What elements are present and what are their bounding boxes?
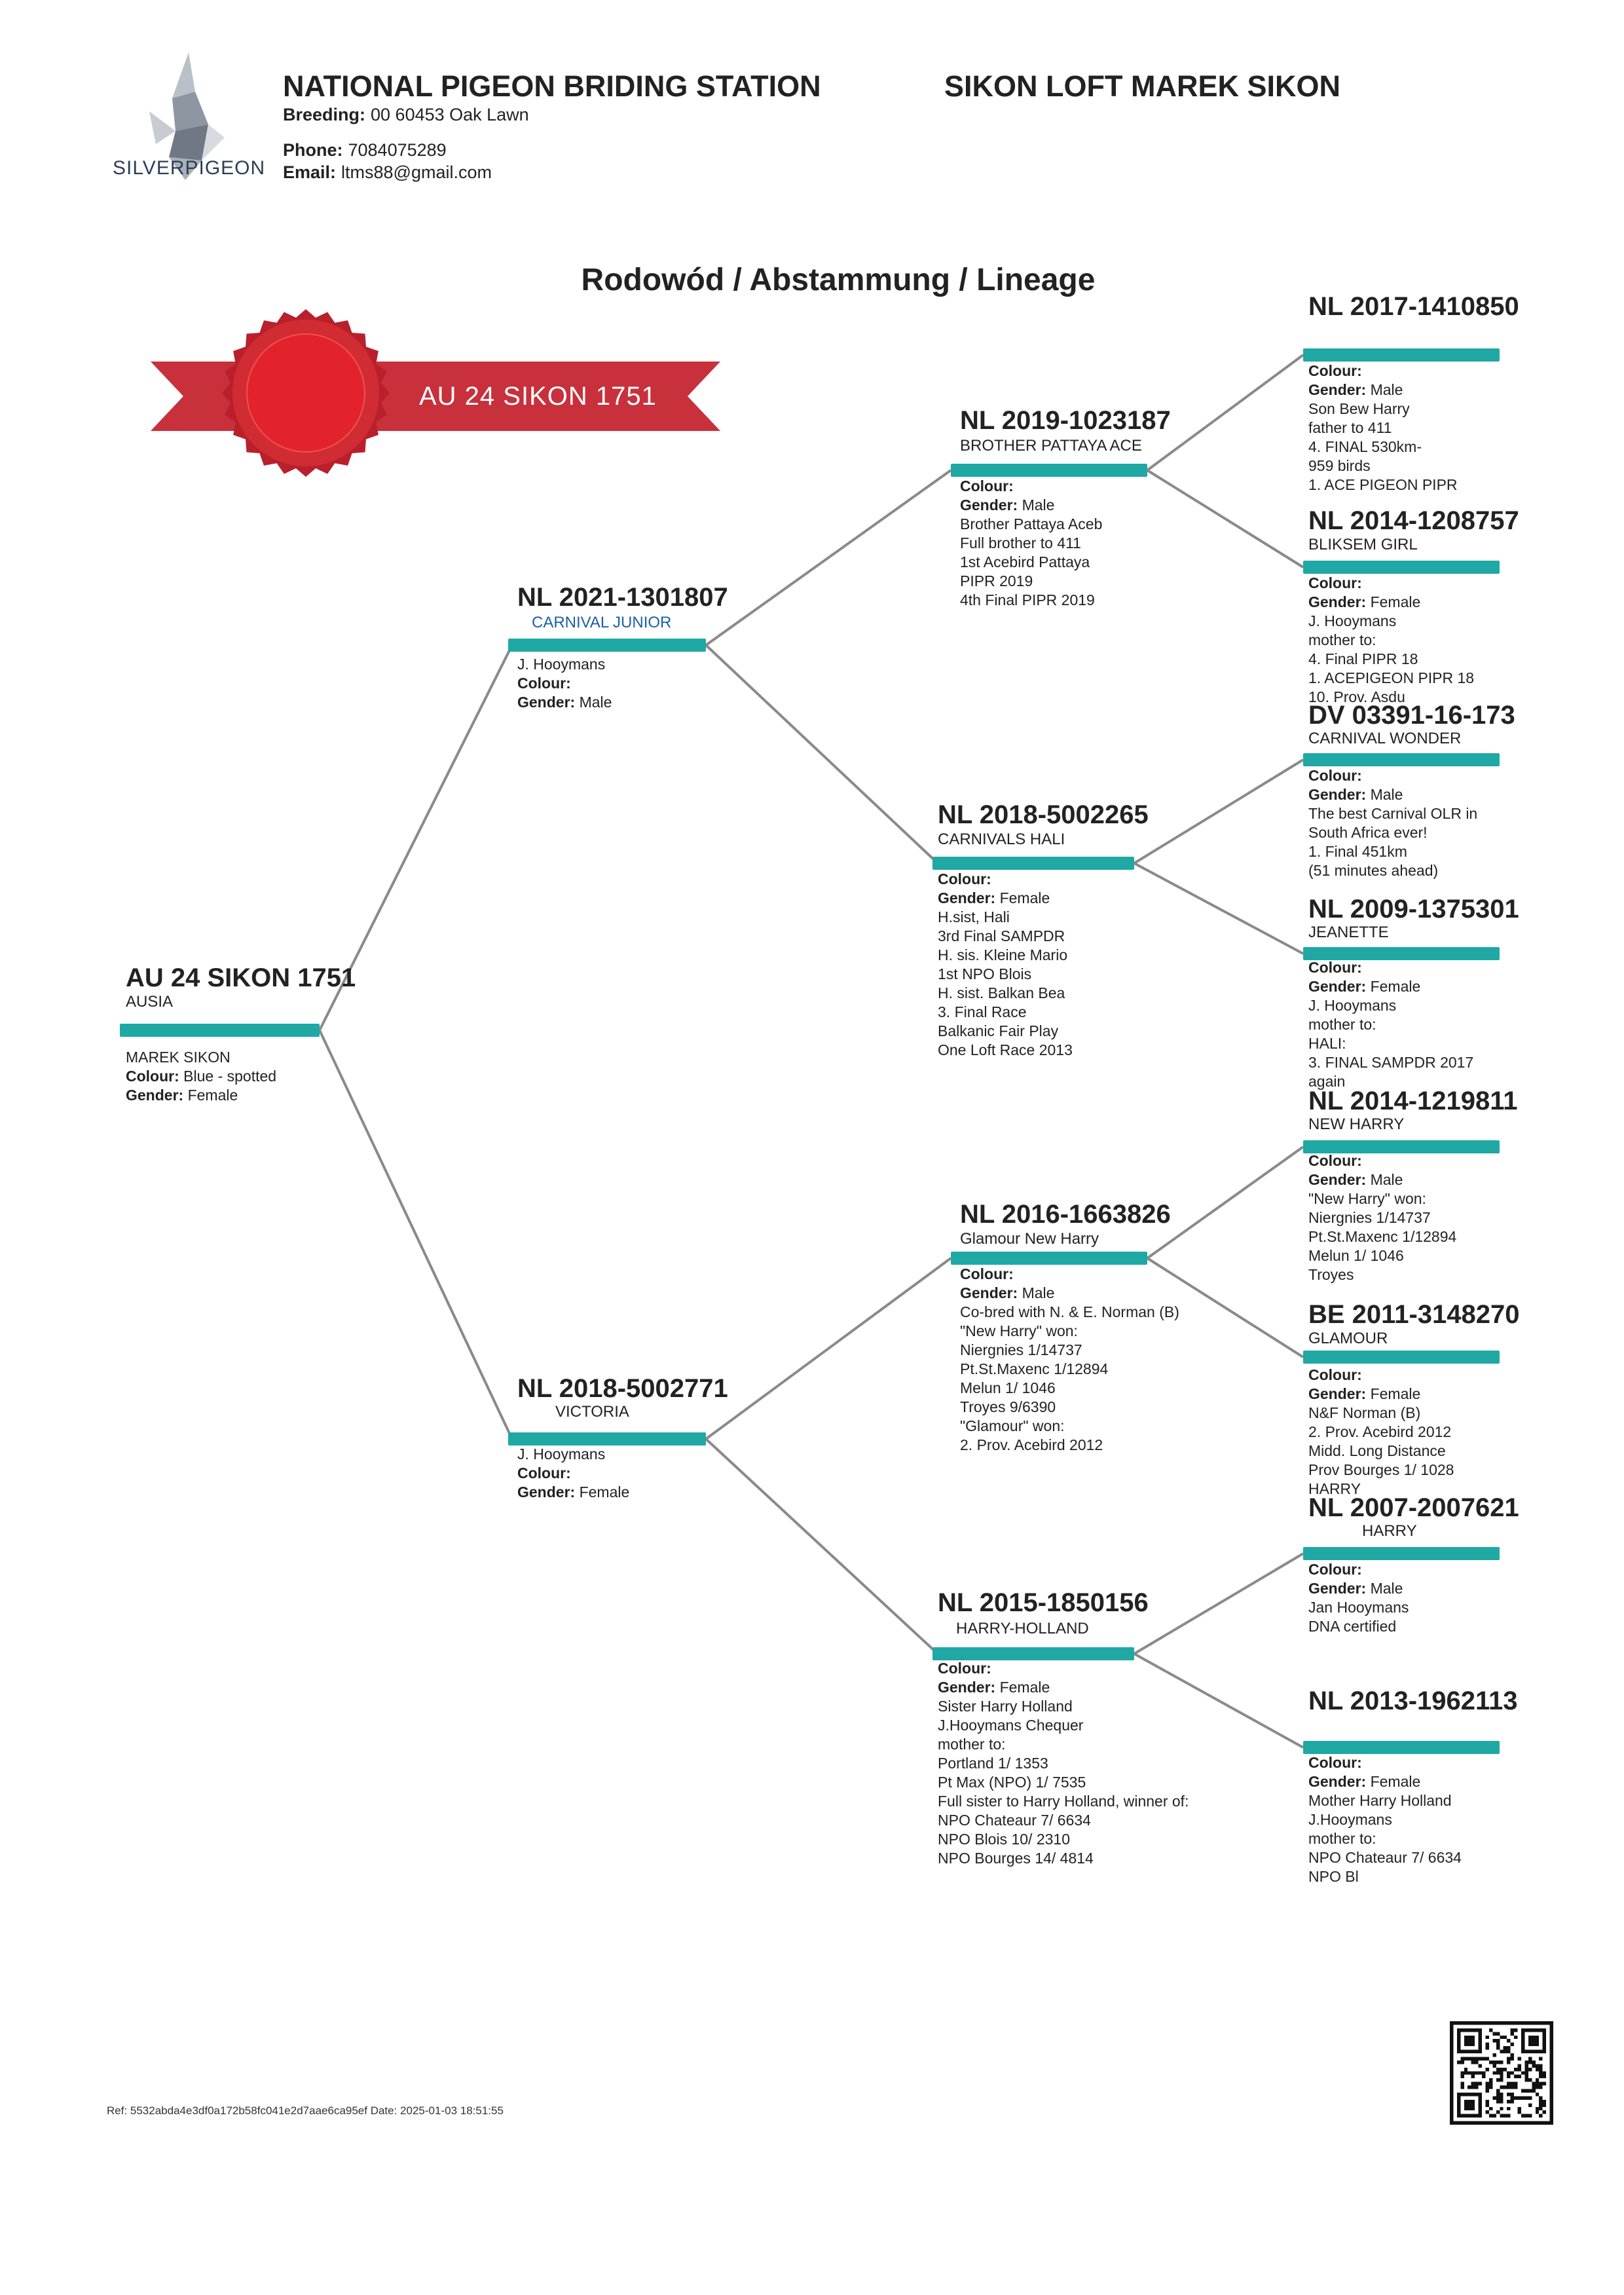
detail-value: Female bbox=[1370, 978, 1421, 995]
detail-key: Gender: bbox=[960, 1284, 1018, 1301]
detail-value: 1. ACEPIGEON PIPR 18 bbox=[1308, 669, 1475, 686]
pigeon-bar bbox=[1303, 348, 1500, 362]
pigeon-bar bbox=[932, 857, 1134, 870]
pigeon-ring-number: NL 2018-5002265 bbox=[938, 800, 1149, 829]
detail-key: Colour: bbox=[1308, 959, 1362, 976]
detail-value: Female bbox=[1370, 1385, 1421, 1402]
detail-value: Son Bew Harry bbox=[1308, 400, 1410, 417]
detail-value: Co-bred with N. & E. Norman (B) bbox=[960, 1303, 1179, 1320]
pigeon-name: BROTHER PATTAYA ACE bbox=[960, 437, 1142, 455]
pigeon-details bbox=[960, 477, 1102, 610]
pigeon-detail-line bbox=[938, 870, 1073, 889]
breeding-label: Breeding: bbox=[283, 105, 366, 124]
pigeon-detail-line bbox=[1308, 1404, 1454, 1423]
detail-value: Male bbox=[579, 694, 612, 711]
pigeon-detail-line bbox=[126, 1067, 276, 1086]
pigeon-detail-line bbox=[960, 1341, 1179, 1360]
pigeon-ring-number: NL 2009-1375301 bbox=[1308, 895, 1519, 924]
detail-value: HALI: bbox=[1308, 1035, 1346, 1052]
detail-value: 1. ACE PIGEON PIPR bbox=[1308, 476, 1458, 493]
detail-key: Gender: bbox=[960, 496, 1018, 513]
qr-code-icon bbox=[1450, 2021, 1553, 2125]
pigeon-bar bbox=[508, 639, 706, 652]
pigeon-name: AUSIA bbox=[126, 993, 174, 1011]
detail-value: J. Hooymans bbox=[1308, 997, 1397, 1014]
detail-value: NPO Bourges 14/ 4814 bbox=[938, 1850, 1094, 1867]
pigeon-detail-line bbox=[960, 1360, 1179, 1379]
detail-key: Gender: bbox=[1308, 1171, 1367, 1188]
detail-value: 2. Prov. Acebird 2012 bbox=[960, 1436, 1103, 1453]
detail-key: Gender: bbox=[1308, 1773, 1367, 1790]
detail-value: DNA certified bbox=[1308, 1618, 1397, 1635]
pigeon-details bbox=[960, 1265, 1179, 1455]
detail-value: Jan Hooymans bbox=[1308, 1599, 1409, 1616]
detail-value: mother to: bbox=[1308, 631, 1376, 648]
detail-key: Colour: bbox=[960, 477, 1014, 494]
ribbon-label: AU 24 SIKON 1751 bbox=[419, 382, 657, 411]
pigeon-details bbox=[126, 1048, 276, 1105]
detail-value: Male bbox=[1022, 1284, 1055, 1301]
pigeon-detail-line bbox=[938, 1792, 1189, 1811]
pigeon-details bbox=[938, 1659, 1189, 1868]
pigeon-detail-line bbox=[517, 1445, 629, 1464]
detail-key: Gender: bbox=[1308, 1385, 1367, 1402]
detail-key: Colour: bbox=[1308, 362, 1362, 379]
pigeon-detail-line bbox=[938, 965, 1073, 984]
pigeon-detail-line bbox=[1308, 1617, 1409, 1636]
detail-value: Portland 1/ 1353 bbox=[938, 1755, 1048, 1772]
pigeon-details bbox=[1308, 574, 1474, 707]
pigeon-ring-number: NL 2018-5002771 bbox=[517, 1374, 728, 1403]
pigeon-details bbox=[1308, 1366, 1454, 1499]
pigeon-name: VICTORIA bbox=[555, 1403, 629, 1421]
detail-value: mother to: bbox=[938, 1736, 1006, 1753]
detail-value: Male bbox=[1370, 786, 1403, 803]
detail-key: Gender: bbox=[1308, 381, 1367, 398]
pigeon-bar bbox=[1303, 753, 1500, 766]
pigeon-detail-line bbox=[1308, 996, 1473, 1015]
pigeon-bar bbox=[932, 1647, 1134, 1660]
detail-value: Melun 1/ 1046 bbox=[1308, 1247, 1404, 1264]
pigeon-name: CARNIVALS HALI bbox=[938, 830, 1065, 848]
detail-value: H.sist, Hali bbox=[938, 908, 1010, 925]
detail-value: 10. Prov. Asdu bbox=[1308, 688, 1405, 705]
detail-value: 3. FINAL SAMPDR 2017 bbox=[1308, 1054, 1474, 1071]
pigeon-detail-line bbox=[938, 927, 1073, 946]
detail-value: Sister Harry Holland bbox=[938, 1698, 1073, 1715]
detail-value: Midd. Long Distance bbox=[1308, 1442, 1446, 1459]
pigeon-ring-number: NL 2021-1301807 bbox=[517, 583, 728, 612]
pigeon-detail-line bbox=[960, 572, 1102, 591]
pigeon-detail-line bbox=[1308, 1151, 1456, 1170]
pigeon-detail-line bbox=[938, 1811, 1189, 1830]
pigeon-detail-line bbox=[1308, 1227, 1456, 1246]
pigeon-detail-line bbox=[938, 1041, 1073, 1060]
detail-value: (51 minutes ahead) bbox=[1308, 862, 1439, 879]
detail-value: J. Hooymans bbox=[517, 1446, 606, 1463]
pigeon-detail-line bbox=[1308, 766, 1477, 785]
pigeon-detail-line bbox=[960, 515, 1102, 534]
pigeon-detail-line bbox=[1308, 1791, 1462, 1810]
pigeon-bar bbox=[120, 1024, 320, 1037]
detail-value: Mother Harry Holland bbox=[1308, 1792, 1452, 1809]
detail-value: H. sist. Balkan Bea bbox=[938, 984, 1065, 1001]
pigeon-detail-line bbox=[1308, 574, 1474, 593]
pigeon-detail-line bbox=[1308, 1246, 1456, 1265]
pigeon-detail-line bbox=[1308, 1208, 1456, 1227]
pigeon-detail-line bbox=[960, 477, 1102, 496]
pigeon-ring-number: NL 2017-1410850 bbox=[1308, 292, 1519, 321]
email-line bbox=[283, 162, 492, 183]
pigeon-detail-line bbox=[1308, 650, 1474, 669]
pigeon-detail-line bbox=[938, 889, 1073, 908]
pigeon-ring-number: DV 03391-16-173 bbox=[1308, 701, 1515, 730]
pigeon-detail-line bbox=[1308, 1442, 1454, 1461]
pigeon-detail-line bbox=[960, 1322, 1179, 1341]
pigeon-details bbox=[1308, 1560, 1409, 1636]
pigeon-detail-line bbox=[960, 534, 1102, 553]
pigeon-detail-line bbox=[1308, 1579, 1409, 1598]
detail-value: Female bbox=[999, 889, 1050, 906]
pigeon-name: CARNIVAL JUNIOR bbox=[532, 614, 672, 631]
detail-value: Pt.St.Maxenc 1/12894 bbox=[960, 1360, 1109, 1377]
detail-key: Gender: bbox=[517, 1483, 576, 1501]
pigeon-detail-line bbox=[938, 1754, 1189, 1773]
pigeon-detail-line bbox=[938, 1716, 1189, 1735]
pigeon-detail-line bbox=[938, 1830, 1189, 1849]
pigeon-bar bbox=[508, 1432, 706, 1446]
detail-key: Gender: bbox=[126, 1087, 184, 1104]
pigeon-details bbox=[938, 870, 1073, 1060]
detail-key: Gender: bbox=[1308, 593, 1367, 610]
pigeon-detail-line bbox=[1308, 419, 1458, 438]
pigeon-ring-number: NL 2007-2007621 bbox=[1308, 1493, 1519, 1522]
detail-value: South Africa ever! bbox=[1308, 824, 1428, 841]
logo-text: SILVERPIGEON bbox=[113, 157, 266, 179]
detail-value: Troyes bbox=[1308, 1266, 1354, 1283]
pigeon-detail-line bbox=[960, 496, 1102, 515]
pigeon-bar bbox=[1303, 1547, 1500, 1560]
detail-value: J. Hooymans bbox=[1308, 612, 1397, 629]
pigeon-detail-line bbox=[1308, 785, 1477, 804]
station-title: NATIONAL PIGEON BRIDING STATION bbox=[283, 69, 821, 103]
email-label: Email: bbox=[283, 162, 337, 182]
pigeon-ring-number: BE 2011-3148270 bbox=[1308, 1300, 1520, 1329]
pigeon-name: BLIKSEM GIRL bbox=[1308, 536, 1418, 553]
detail-value: 1st Acebird Pattaya bbox=[960, 553, 1090, 570]
pigeon-detail-line bbox=[1308, 631, 1474, 650]
pigeon-detail-line bbox=[1308, 842, 1477, 861]
detail-value: mother to: bbox=[1308, 1016, 1376, 1033]
detail-value: mother to: bbox=[1308, 1830, 1376, 1847]
phone-label: Phone: bbox=[283, 140, 343, 160]
detail-key: Colour: bbox=[1308, 767, 1362, 784]
pigeon-detail-line bbox=[1308, 1170, 1456, 1189]
pigeon-details bbox=[1308, 362, 1458, 494]
detail-key: Colour: bbox=[1308, 574, 1362, 591]
pigeon-detail-line bbox=[1308, 1598, 1409, 1617]
detail-value: Full sister to Harry Holland, winner of: bbox=[938, 1793, 1189, 1810]
detail-value: "New Harry" won: bbox=[960, 1322, 1078, 1339]
detail-value: NPO Chateaur 7/ 6634 bbox=[1308, 1849, 1462, 1866]
detail-value: Balkanic Fair Play bbox=[938, 1022, 1059, 1039]
detail-value: 1st NPO Blois bbox=[938, 965, 1032, 982]
pigeon-detail-line bbox=[938, 908, 1073, 927]
reference-line: Ref: 5532abda4e3df0a172b58fc041e2d7aae6ca95ef Date: 2025-01-03 18:51:55 bbox=[107, 2104, 504, 2117]
pigeon-bar bbox=[1303, 1741, 1500, 1754]
detail-value: J. Hooymans bbox=[517, 656, 606, 673]
pigeon-detail-line bbox=[517, 655, 612, 674]
detail-key: Colour: bbox=[1308, 1561, 1362, 1578]
pigeon-detail-line bbox=[1308, 438, 1458, 457]
pigeon-detail-line bbox=[938, 1773, 1189, 1792]
detail-value: N&F Norman (B) bbox=[1308, 1404, 1421, 1421]
pigeon-detail-line bbox=[1308, 593, 1474, 612]
detail-value: 3. Final Race bbox=[938, 1003, 1027, 1020]
pigeon-bar bbox=[1303, 561, 1500, 574]
pigeon-detail-line bbox=[1308, 1265, 1456, 1284]
detail-value: "Glamour" won: bbox=[960, 1417, 1065, 1434]
pigeon-detail-line bbox=[960, 1303, 1179, 1322]
detail-value: 959 birds bbox=[1308, 457, 1371, 474]
pigeon-detail-line bbox=[1308, 400, 1458, 419]
pigeon-detail-line bbox=[1308, 381, 1458, 400]
pigeon-detail-line bbox=[960, 1417, 1179, 1436]
detail-value: 4. FINAL 530km- bbox=[1308, 438, 1422, 455]
pigeon-detail-line bbox=[1308, 1053, 1473, 1072]
detail-value: The best Carnival OLR in bbox=[1308, 805, 1478, 822]
pigeon-detail-line bbox=[1308, 1810, 1462, 1829]
pigeon-detail-line bbox=[938, 1659, 1189, 1678]
detail-key: Gender: bbox=[938, 889, 996, 906]
pigeon-detail-line bbox=[960, 553, 1102, 572]
detail-value: J.Hooymans Chequer bbox=[938, 1717, 1084, 1734]
detail-value: Male bbox=[1370, 1171, 1403, 1188]
detail-key: Gender: bbox=[938, 1679, 996, 1696]
pigeon-detail-line bbox=[517, 1464, 629, 1483]
pigeon-details bbox=[517, 655, 612, 712]
detail-value: again bbox=[1308, 1073, 1346, 1090]
pigeon-detail-line bbox=[1308, 861, 1477, 880]
pigeon-detail-line bbox=[1308, 1385, 1454, 1404]
pigeon-detail-line bbox=[1308, 1015, 1473, 1034]
detail-value: Niergnies 1/14737 bbox=[960, 1341, 1082, 1358]
pigeon-detail-line bbox=[1308, 457, 1458, 476]
pigeon-detail-line bbox=[938, 946, 1073, 965]
pigeon-name: HARRY bbox=[1362, 1522, 1417, 1540]
detail-key: Colour: bbox=[517, 675, 571, 692]
detail-value: PIPR 2019 bbox=[960, 572, 1033, 589]
detail-key: Colour: bbox=[126, 1068, 179, 1085]
detail-value: Female bbox=[1370, 1773, 1421, 1790]
pigeon-detail-line bbox=[1308, 362, 1458, 381]
detail-value: Female bbox=[579, 1483, 630, 1501]
breeding-value: 00 60453 Oak Lawn bbox=[371, 105, 529, 124]
detail-key: Colour: bbox=[517, 1465, 571, 1482]
detail-key: Gender: bbox=[1308, 786, 1367, 803]
detail-value: One Loft Race 2013 bbox=[938, 1041, 1073, 1058]
pigeon-detail-line bbox=[960, 1398, 1179, 1417]
pigeon-detail-line bbox=[938, 1022, 1073, 1041]
pigeon-detail-line bbox=[517, 1483, 629, 1502]
pigeon-ring-number: NL 2016-1663826 bbox=[960, 1200, 1171, 1229]
phone-line bbox=[283, 140, 447, 160]
pigeon-details bbox=[1308, 1151, 1456, 1284]
pigeon-detail-line bbox=[960, 1265, 1179, 1284]
pigeon-detail-line bbox=[938, 1697, 1189, 1716]
pigeon-ring-number: NL 2013-1962113 bbox=[1308, 1687, 1518, 1715]
detail-key: Colour: bbox=[960, 1265, 1014, 1282]
pigeon-detail-line bbox=[938, 1735, 1189, 1754]
detail-value: Blue - spotted bbox=[183, 1068, 277, 1085]
pigeon-detail-line bbox=[1308, 476, 1458, 494]
detail-value: Melun 1/ 1046 bbox=[960, 1379, 1056, 1396]
pigeon-ring-number: NL 2014-1219811 bbox=[1308, 1087, 1518, 1115]
detail-value: HARRY bbox=[1308, 1480, 1361, 1497]
pigeon-detail-line bbox=[1308, 1461, 1454, 1480]
pigeon-name: JEANETTE bbox=[1308, 924, 1389, 941]
detail-value: Niergnies 1/14737 bbox=[1308, 1209, 1431, 1226]
pigeon-name: GLAMOUR bbox=[1308, 1330, 1388, 1347]
phone-value: 7084075289 bbox=[348, 140, 447, 160]
detail-key: Colour: bbox=[938, 870, 991, 887]
document-title: Rodowód / Abstammung / Lineage bbox=[581, 263, 1096, 297]
detail-value: MAREK SIKON bbox=[126, 1049, 231, 1066]
detail-key: Gender: bbox=[1308, 978, 1367, 995]
pigeon-details bbox=[517, 1445, 629, 1502]
email-value: ltms88@gmail.com bbox=[341, 162, 492, 182]
pigeon-ring-number: NL 2015-1850156 bbox=[938, 1588, 1149, 1617]
pigeon-details bbox=[1308, 1753, 1462, 1886]
detail-key: Colour: bbox=[1308, 1754, 1362, 1771]
pigeon-detail-line bbox=[1308, 1772, 1462, 1791]
pigeon-detail-line bbox=[938, 984, 1073, 1003]
detail-value: Male bbox=[1370, 381, 1403, 398]
detail-value: Troyes 9/6390 bbox=[960, 1398, 1056, 1415]
detail-value: 4th Final PIPR 2019 bbox=[960, 591, 1095, 608]
pigeon-details bbox=[1308, 766, 1477, 880]
pigeon-bar bbox=[951, 1252, 1147, 1265]
pigeon-detail-line bbox=[938, 1678, 1189, 1697]
detail-value: H. sis. Kleine Mario bbox=[938, 946, 1068, 963]
pigeon-name: NEW HARRY bbox=[1308, 1115, 1405, 1133]
detail-value: Male bbox=[1370, 1580, 1403, 1597]
pigeon-detail-line bbox=[1308, 669, 1474, 688]
pigeon-detail-line bbox=[1308, 1423, 1454, 1442]
detail-value: Brother Pattaya Aceb bbox=[960, 515, 1103, 532]
pigeon-detail-line bbox=[960, 1379, 1179, 1398]
pigeon-ring-number: AU 24 SIKON 1751 bbox=[126, 963, 356, 992]
pigeon-bar bbox=[1303, 1351, 1500, 1364]
loft-title: SIKON LOFT MAREK SIKON bbox=[944, 69, 1340, 103]
detail-value: NPO Chateaur 7/ 6634 bbox=[938, 1812, 1091, 1829]
detail-value: NPO Bl bbox=[1308, 1868, 1359, 1885]
pigeon-detail-line bbox=[1308, 612, 1474, 631]
detail-value: Prov Bourges 1/ 1028 bbox=[1308, 1461, 1454, 1478]
pigeon-detail-line bbox=[960, 1284, 1179, 1303]
pigeon-detail-line bbox=[938, 1849, 1189, 1868]
detail-value: "New Harry" won: bbox=[1308, 1190, 1426, 1207]
pigeon-detail-line bbox=[1308, 1189, 1456, 1208]
pigeon-detail-line bbox=[1308, 977, 1473, 996]
detail-value: 2. Prov. Acebird 2012 bbox=[1308, 1423, 1452, 1440]
pigeon-ring-number: NL 2014-1208757 bbox=[1308, 506, 1519, 535]
pigeon-detail-line bbox=[517, 674, 612, 693]
pigeon-detail-line bbox=[1308, 1366, 1454, 1385]
pigeon-detail-line bbox=[1308, 1753, 1462, 1772]
pigeon-detail-line bbox=[1308, 1829, 1462, 1848]
detail-key: Colour: bbox=[1308, 1366, 1362, 1383]
pigeon-detail-line bbox=[1308, 1560, 1409, 1579]
pigeon-name: Glamour New Harry bbox=[960, 1230, 1099, 1248]
pigeon-detail-line bbox=[1308, 958, 1473, 977]
pigeon-detail-line bbox=[126, 1086, 276, 1105]
detail-key: Colour: bbox=[1308, 1152, 1362, 1169]
detail-value: 3rd Final SAMPDR bbox=[938, 927, 1065, 944]
detail-value: Male bbox=[1022, 496, 1055, 513]
pigeon-detail-line bbox=[938, 1003, 1073, 1022]
pigeon-ring-number: NL 2019-1023187 bbox=[960, 406, 1171, 435]
detail-value: J.Hooymans bbox=[1308, 1811, 1392, 1828]
detail-key: Gender: bbox=[1308, 1580, 1367, 1597]
detail-value: Full brother to 411 bbox=[960, 534, 1081, 551]
pigeon-detail-line bbox=[1308, 1848, 1462, 1867]
detail-value: Female bbox=[999, 1679, 1050, 1696]
detail-value: Pt.St.Maxenc 1/12894 bbox=[1308, 1228, 1457, 1245]
pigeon-detail-line bbox=[1308, 804, 1477, 823]
detail-value: NPO Blois 10/ 2310 bbox=[938, 1831, 1071, 1848]
detail-key: Colour: bbox=[938, 1660, 991, 1677]
breeding-line bbox=[283, 105, 529, 125]
pigeon-detail-line bbox=[960, 1436, 1179, 1455]
pigeon-detail-line bbox=[1308, 1867, 1462, 1886]
pigeon-detail-line bbox=[960, 591, 1102, 610]
pigeon-detail-line bbox=[1308, 823, 1477, 842]
detail-key: Gender: bbox=[517, 694, 576, 711]
detail-value: Pt Max (NPO) 1/ 7535 bbox=[938, 1774, 1086, 1791]
pigeon-name: HARRY-HOLLAND bbox=[956, 1620, 1089, 1637]
detail-value: Female bbox=[1370, 593, 1421, 610]
pigeon-name: CARNIVAL WONDER bbox=[1308, 730, 1462, 747]
detail-value: 4. Final PIPR 18 bbox=[1308, 650, 1418, 667]
pigeon-details bbox=[1308, 958, 1473, 1091]
detail-value: Female bbox=[187, 1087, 238, 1104]
pigeon-detail-line bbox=[1308, 1034, 1473, 1053]
pigeon-detail-line bbox=[517, 693, 612, 712]
pigeon-bar bbox=[951, 464, 1147, 477]
pigeon-detail-line bbox=[126, 1048, 276, 1067]
detail-value: father to 411 bbox=[1308, 419, 1392, 436]
detail-value: 1. Final 451km bbox=[1308, 843, 1407, 860]
